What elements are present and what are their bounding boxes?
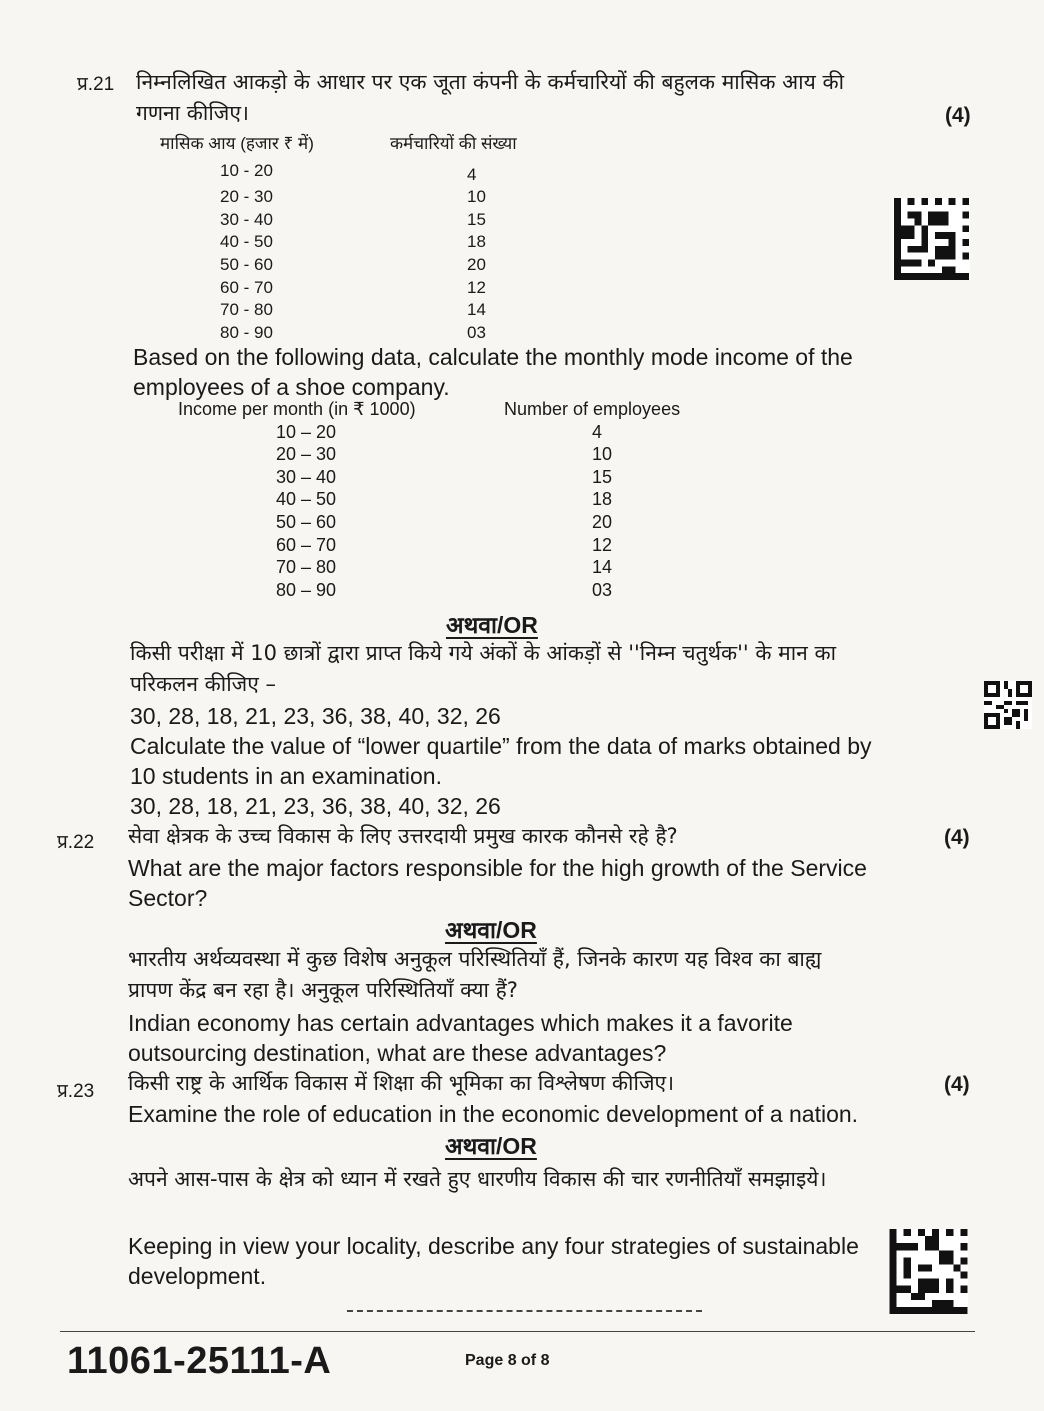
income-range: 20 - 30 <box>220 187 273 207</box>
income-range: 10 – 20 <box>276 421 337 442</box>
q21-english-question: Based on the following data, calculate the monthly mode income of the employees of a shoe company. <box>133 344 853 400</box>
table-row <box>178 421 680 444</box>
income-range: 40 – 50 <box>276 489 337 510</box>
table-row <box>178 579 680 602</box>
table-row <box>160 186 517 209</box>
table-row <box>178 511 680 534</box>
income-range: 10 - 20 <box>220 160 273 180</box>
page-label: Page 8 of 8 <box>465 1352 550 1369</box>
q22-alt-hindi: भारतीय अर्थव्यवस्था में कुछ विशेष अनुकूल परिस्थितियाँ हैं, जिनके कारण यह विश्व का बाह्य प्रापण केंद्र बन रहा है। अनुकूल परिस्थितियाँ क्या हैं? <box>128 947 822 1002</box>
q23-alt-english: Keeping in view your locality, describe any four strategies of sustainable development. <box>128 1233 859 1289</box>
employee-count: 20 <box>467 254 486 274</box>
q21-hindi-question: निम्नलिखित आकड़ो के आधार पर एक जूता कंपनी के कर्मचारियों की बहुलक मासिक आय की गणना कीजिए। <box>136 70 845 125</box>
hindi-table-header-count: कर्मचारियों की संख्या <box>390 134 517 153</box>
income-range: 50 - 60 <box>220 254 273 274</box>
income-range: 30 – 40 <box>276 466 337 487</box>
q21-marks: (4) <box>945 104 971 127</box>
paper-code: 11061-25111-A <box>67 1340 332 1382</box>
employee-count: 12 <box>592 534 613 555</box>
q23-number: प्र.23 <box>57 1081 95 1102</box>
employee-count: 15 <box>592 466 613 487</box>
income-range: 80 – 90 <box>276 579 337 600</box>
income-range: 70 - 80 <box>220 300 273 320</box>
q21-number: प्र.21 <box>77 74 115 95</box>
income-range: 60 - 70 <box>220 277 273 297</box>
income-range: 60 – 70 <box>276 534 337 555</box>
table-row <box>160 231 517 254</box>
employee-count: 12 <box>467 277 486 297</box>
table-row <box>160 277 517 300</box>
employee-count: 03 <box>592 579 613 600</box>
q22-or-label: अथवा/OR <box>445 917 537 943</box>
q21-alt-data-2: 30, 28, 18, 21, 23, 36, 38, 40, 32, 26 <box>130 793 501 819</box>
employee-count: 10 <box>467 187 486 207</box>
end-dashed-line <box>347 1310 702 1312</box>
q23-english-question: Examine the role of education in the economic development of a nation. <box>128 1101 859 1127</box>
employee-count: 20 <box>592 511 613 532</box>
income-range: 30 - 40 <box>220 209 273 229</box>
hindi-table-header-income: मासिक आय (हजार ₹ में) <box>160 134 314 153</box>
table-row <box>160 156 517 187</box>
employee-count: 15 <box>467 209 486 229</box>
table-row <box>178 556 680 579</box>
income-range: 40 - 50 <box>220 232 273 252</box>
table-row <box>178 534 680 557</box>
q22-marks: (4) <box>944 826 970 849</box>
q22-hindi-question: सेवा क्षेत्रक के उच्च विकास के लिए उत्तरदायी प्रमुख कारक कौनसे रहे है? <box>128 824 678 848</box>
table-row <box>160 322 517 345</box>
income-range: 20 – 30 <box>276 444 337 465</box>
q21-hindi-table <box>160 133 517 344</box>
english-table-header-income: Income per month (in ₹ 1000) <box>178 399 416 419</box>
employee-count: 18 <box>467 232 486 252</box>
q22-number: प्र.22 <box>57 832 95 853</box>
q22-alt-english: Indian economy has certain advantages which makes it a favorite outsourcing destination, what are these advantages? <box>128 1010 793 1066</box>
q21-or-label: अथवा/OR <box>446 612 538 638</box>
table-row <box>178 443 680 466</box>
datamatrix-code-bottom <box>889 1229 968 1314</box>
q23-marks: (4) <box>944 1073 970 1096</box>
q21-alt-data-1: 30, 28, 18, 21, 23, 36, 38, 40, 32, 26 <box>130 703 501 729</box>
table-row <box>178 488 680 511</box>
table-row <box>160 299 517 322</box>
footer-rule <box>60 1331 975 1332</box>
employee-count: 18 <box>592 489 613 510</box>
employee-count: 14 <box>592 557 613 578</box>
income-range: 50 – 60 <box>276 511 337 532</box>
datamatrix-code-top <box>893 198 970 280</box>
table-row <box>160 254 517 277</box>
employee-count: 14 <box>467 300 486 320</box>
income-range: 70 – 80 <box>276 557 337 578</box>
employee-count: 03 <box>467 322 486 342</box>
q23-or-label: अथवा/OR <box>445 1133 537 1159</box>
table-row <box>178 466 680 489</box>
table-row <box>160 209 517 232</box>
q21-english-table <box>178 398 680 601</box>
q21-alt-english: Calculate the value of “lower quartile” from the data of marks obtained by 10 students in an examination. <box>130 733 872 789</box>
income-range: 80 - 90 <box>220 322 273 342</box>
q23-hindi-question: किसी राष्ट्र के आर्थिक विकास में शिक्षा की भूमिका का विश्लेषण कीजिए। <box>128 1071 675 1095</box>
q21-alt-hindi: किसी परीक्षा में 10 छात्रों द्वारा प्राप्त किये गये अंकों के आंकड़ों से ''निम्न चतुर्थक'' के मान का परिकलन कीजिए – <box>130 641 837 696</box>
english-table-header-count: Number of employees <box>504 399 681 419</box>
employee-count: 4 <box>467 164 477 184</box>
employee-count: 10 <box>592 444 613 465</box>
q23-alt-hindi: अपने आस-पास के क्षेत्र को ध्यान में रखते हुए धारणीय विकास की चार रणनीतियाँ समझाइये। <box>128 1167 827 1191</box>
employee-count: 4 <box>592 421 603 442</box>
qr-code-middle <box>984 681 1032 729</box>
q22-english-question: What are the major factors responsible for the high growth of the Service Sector? <box>128 855 867 911</box>
